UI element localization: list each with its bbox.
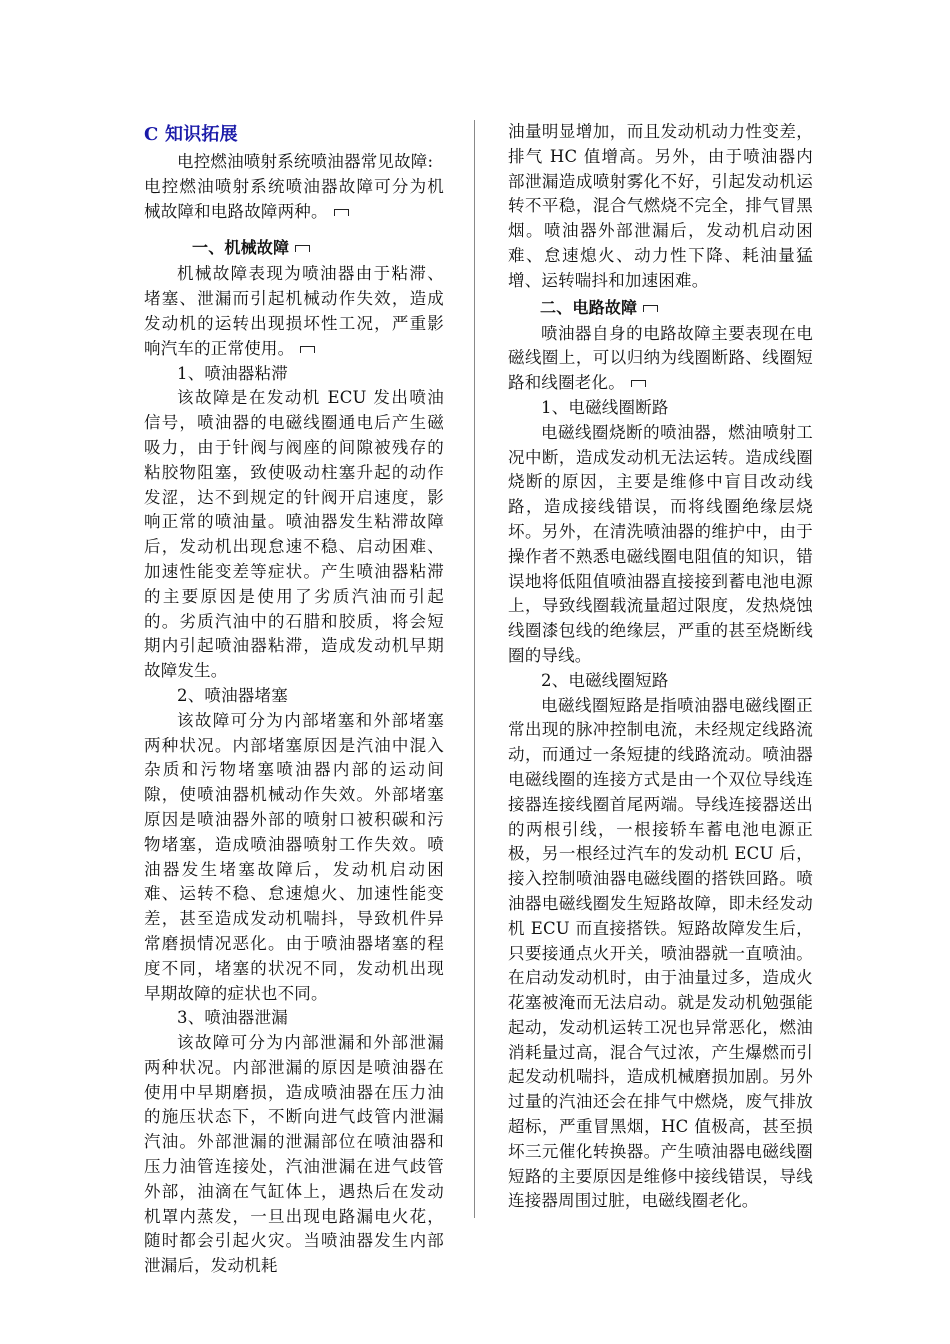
paragraph-text: 机械故障表现为喷油器由于粘滞、堵塞、泄漏而引起机械动作失效，造成发动机的运转出现损坏性工况，严重影响汽车的正常使用。 [144,264,444,358]
paragraph-mark-icon [334,209,349,216]
heading-text: 二、电路故障 [540,297,638,317]
subheading-short-circuit: 2、电磁线圈短路 [541,670,669,690]
intro-paragraph [144,175,444,225]
left-column [144,120,444,1279]
subheading-leaking: 3、喷油器泄漏 [177,1008,288,1028]
clogging-paragraph: 该故障可分为内部堵塞和外部堵塞两种状况。内部堵塞原因是汽油中混入杂质和污物堵塞喷油器内部的运动间隙，使喷油器机械动作失效。外部堵塞原因是喷油器外部的喷射口被积碳和污物堵塞，造成喷油器喷射工作失效。喷油器发生堵塞故障后，发动机启动困难、运转不稳、怠速熄火、加速性能变差，甚至造成发动机喘抖，导致机件异常磨损情况恶化。由于喷油器堵塞的程度不同，堵塞的状况不同，发动机出现早期故障的症状也不同。 [144,710,444,1003]
paragraph-mark-icon [643,305,658,312]
paragraph-text: 喷油器自身的电路故障主要表现在电磁线圈上，可以归纳为线圈断路、线圈短路和线圈老化。 [508,323,813,393]
intro-line: 电控燃油喷射系统喷油器常见故障: [177,152,434,171]
column-divider [474,120,475,1218]
intro-text: 电控燃油喷射系统喷油器故障可分为机械故障和电路故障两种。 [144,176,444,221]
paragraph-mark-icon [300,346,315,353]
paragraph-mark-icon [631,380,646,387]
subheading-open-circuit: 1、电磁线圈断路 [541,397,669,417]
open-circuit-paragraph: 电磁线圈烧断的喷油器，燃油喷射工况中断，造成发动机无法运转。造成线圈烧断的原因，主要是维修中盲目改动线路，造成接线错误，而将线圈绝缘层烧坏。另外，在清洗喷油器的维护中，由于操作者不熟悉电磁线圈电阻值的知识，错误地将低阻值喷油器直接接到蓄电池电源上，导致线圈载流量超过限度，发热烧蚀线圈漆包线的绝缘层，严重的甚至烧断线圈的导线。 [508,422,813,665]
paragraph-mark-icon [295,245,310,252]
mechanical-fault-paragraph [144,262,444,361]
right-column [508,120,813,1214]
subheading-clogging: 2、喷油器堵塞 [177,685,288,705]
heading-circuit-fault [508,294,813,322]
leaking-continued-paragraph: 油量明显增加，而且发动机动力性变差，排气 HC 值增高。另外，由于喷油器内部泄漏造成喷射雾化不好，引起发动机运转不平稳，混合气燃烧不完全，排气冒黑烟。喷油器外部泄漏后，发动机启动困难、怠速熄火、动力性下降、耗油量猛增、运转喘抖和加速困难。 [508,122,813,290]
short-circuit-paragraph: 电磁线圈短路是指喷油器电磁线圈正常出现的脉冲控制电流，未经规定线路流动，而通过一条短捷的线路流动。喷油器电磁线圈的连接方式是由一个双位导线连接器连接线圈首尾两端。导线连接器送出的两根引线，一根接轿车蓄电池电源正极，另一根经过汽车的发动机 ECU 后，接入控制喷油器电磁线圈的搭铁回路。喷油器电磁线圈发生短路故障，即未经发动机 ECU 而直接搭铁。短路故障发生后，只要接通点火开关，喷油器就一直喷油。在启动发动机时，由于油量过多，造成火花塞被淹而无法启动。就是发动机勉强能起动，发动机运转工况也异常恶化，燃油消耗量过高，混合气过浓，产生爆燃而引起发动机喘抖，造成机械磨损加剧。另外过量的汽油还会在排气中燃烧，废气排放超标，严重冒黑烟，HC 值极高，甚至损坏三元催化转换器。产生喷油器电磁线圈短路的主要原因是维修中接线错误，导线连接器周围过脏，电磁线圈老化。 [508,695,813,1211]
circuit-fault-paragraph [508,322,813,396]
section-title: C 知识拓展 [144,124,238,145]
leaking-paragraph: 该故障可分为内部泄漏和外部泄漏两种状况。内部泄漏的原因是喷油器在使用中早期磨损，造成喷油器在压力油的施压状态下，不断向进气歧管内泄漏汽油。外部泄漏的泄漏部位在喷油器和压力油管连接处，汽油泄漏在进气歧管外部，油滴在气缸体上，遇热后在发动机罩内蒸发，一旦出现电路漏电火花，随时都会引起火灾。当喷油器发生内部泄漏后，发动机耗 [144,1033,444,1276]
subheading-sticking: 1、喷油器粘滞 [177,363,288,383]
heading-text: 一、机械故障 [192,238,290,258]
sticking-paragraph: 该故障是在发动机 ECU 发出喷油信号，喷油器的电磁线圈通电后产生磁吸力，由于针阀与阀座的间隙被残存的粘胶物阻塞，致使吸动柱塞升起的动作发涩，达不到规定的针阀开启速度，影响正常的喷油量。喷油器发生粘滞故障后，发动机出现怠速不稳、启动困难、加速性能变差等症状。产生喷油器粘滞的主要原因是使用了劣质汽油而引起的。劣质汽油中的石腊和胶质，将会短期内引起喷油器粘滞，造成发动机早期故障发生。 [144,388,444,681]
heading-mechanical-fault [144,234,444,262]
